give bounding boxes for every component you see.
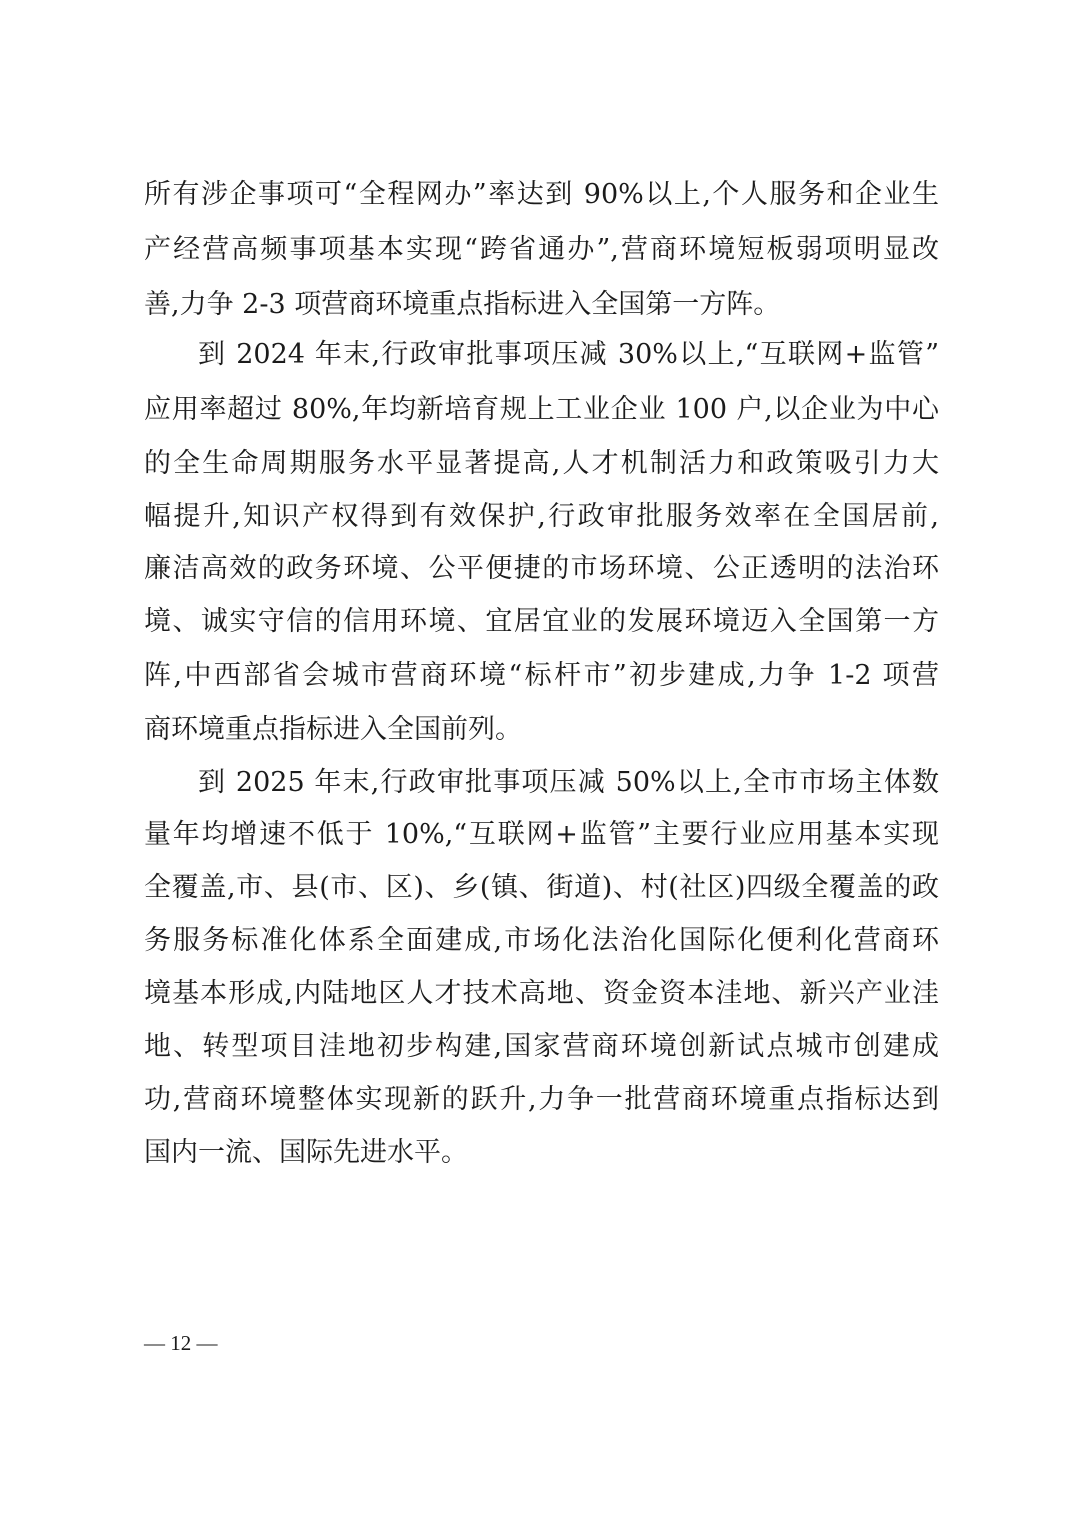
paragraph-line: 廉洁高效的政务环境、公平便捷的市场环境、公正透明的法治环 — [144, 553, 939, 584]
paragraph-line: 所有涉企事项可“全程网办”率达到 90%以上,个人服务和企业生 — [144, 179, 939, 210]
paragraph-line: 境基本形成,内陆地区人才技术高地、资金资本洼地、新兴产业洼 — [144, 978, 939, 1009]
paragraph-line: 务服务标准化体系全面建成,市场化法治化国际化便利化营商环 — [144, 925, 939, 956]
paragraph-line: 商环境重点指标进入全国前列。 — [144, 714, 522, 745]
paragraph-line: 全覆盖,市、县(市、区)、乡(镇、街道)、村(社区)四级全覆盖的政 — [144, 872, 939, 903]
paragraph-line: 国内一流、国际先进水平。 — [144, 1137, 468, 1168]
paragraph-line: 产经营高频事项基本实现“跨省通办”,营商环境短板弱项明显改 — [144, 234, 939, 265]
paragraph-line: 到 2024 年末,行政审批事项压减 30%以上,“互联网+监管” — [198, 339, 939, 370]
paragraph-line: 境、诚实守信的信用环境、宜居宜业的发展环境迈入全国第一方 — [144, 606, 939, 637]
page-number: — 12 — — [144, 1331, 218, 1355]
paragraph-line: 到 2025 年末,行政审批事项压减 50%以上,全市市场主体数 — [198, 767, 939, 798]
paragraph-line: 阵,中西部省会城市营商环境“标杆市”初步建成,力争 1-2 项营 — [144, 660, 939, 691]
paragraph-line: 的全生命周期服务水平显著提高,人才机制活力和政策吸引力大 — [144, 448, 939, 479]
paragraph-line: 量年均增速不低于 10%,“互联网+监管”主要行业应用基本实现 — [144, 819, 939, 850]
paragraph-line: 善,力争 2-3 项营商环境重点指标进入全国第一方阵。 — [144, 289, 781, 320]
paragraph-line: 功,营商环境整体实现新的跃升,力争一批营商环境重点指标达到 — [144, 1084, 939, 1115]
paragraph-line: 幅提升,知识产权得到有效保护,行政审批服务效率在全国居前, — [144, 501, 939, 532]
paragraph-line: 地、转型项目洼地初步构建,国家营商环境创新试点城市创建成 — [144, 1031, 939, 1062]
paragraph-line: 应用率超过 80%,年均新培育规上工业企业 100 户,以企业为中心 — [144, 394, 939, 425]
